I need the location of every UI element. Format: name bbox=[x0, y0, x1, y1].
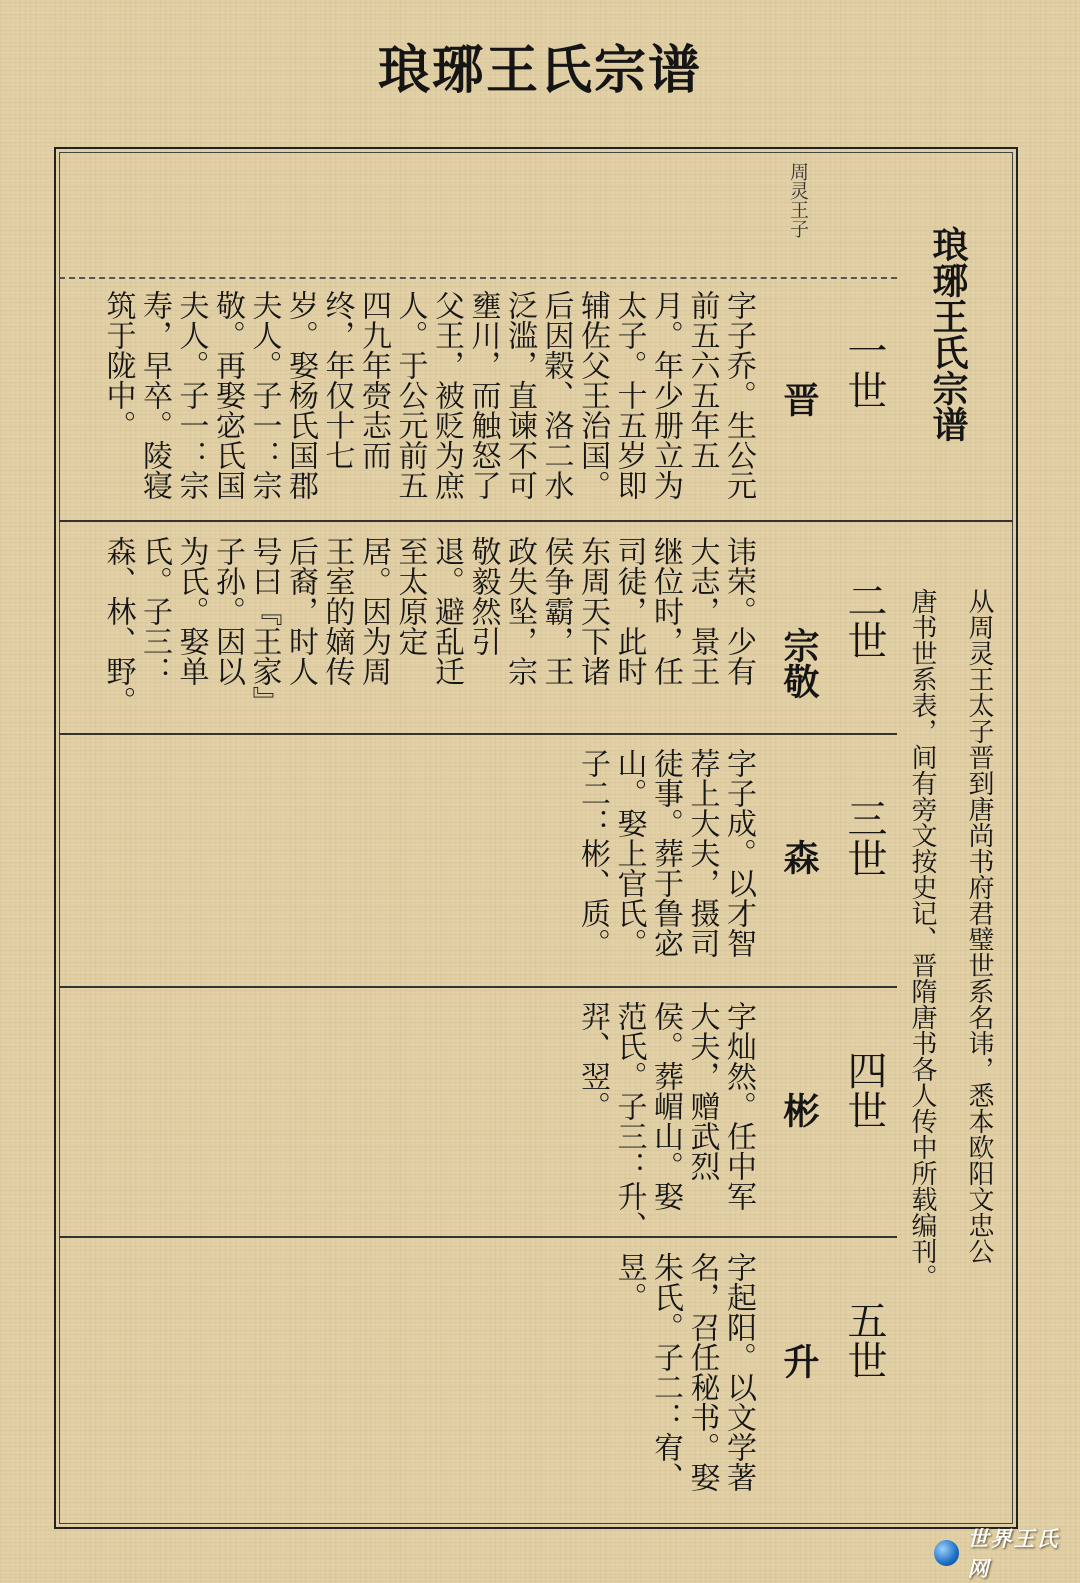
biography-line: 前五六五年五 bbox=[684, 290, 720, 470]
ancestor-name: 彬 bbox=[778, 1092, 820, 1128]
biography-line: 父王，被贬为庶 bbox=[429, 290, 464, 500]
ancestor-name: 升 bbox=[778, 1343, 820, 1379]
biography-line: 大志，景王 bbox=[684, 536, 720, 686]
biography-line: 退。避乱迁 bbox=[429, 536, 464, 686]
origin-label: 周灵王子 bbox=[787, 162, 809, 238]
biography-line: 名，召任秘书。娶 bbox=[684, 1252, 720, 1492]
generation-label: 一世 bbox=[841, 330, 887, 410]
biography-line: 山。娶上官氏。 bbox=[611, 748, 647, 958]
globe-icon bbox=[934, 1540, 959, 1566]
biography-line: 森、林、野。 bbox=[100, 536, 136, 716]
biography-line: 大夫，赠武烈 bbox=[684, 1001, 720, 1181]
generation-label: 五世 bbox=[841, 1300, 887, 1380]
biography-line: 人。于公元前五 bbox=[392, 290, 428, 500]
generation-label: 三世 bbox=[841, 798, 887, 878]
biography-line: 继位时，任 bbox=[648, 536, 683, 686]
biography-line: 范氏。子三：升、 bbox=[611, 1001, 647, 1241]
row-divider-1 bbox=[59, 520, 1013, 522]
biography-line: 后裔，时人 bbox=[283, 536, 318, 686]
site-logo bbox=[934, 1527, 1080, 1581]
biography-line: 筑于陇中。 bbox=[100, 290, 136, 440]
biography-line: 寿，早卒。陵寝 bbox=[137, 290, 172, 500]
biography-line: 敬毅然引 bbox=[465, 536, 501, 656]
biography-line: 后因榖、洛二水 bbox=[538, 290, 574, 500]
row-divider-4 bbox=[59, 1236, 897, 1238]
biography-line: 政失坠，宗 bbox=[502, 536, 537, 686]
biography-line: 夫人。子一：宗 bbox=[173, 290, 209, 500]
biography-line: 至太原定 bbox=[392, 536, 428, 656]
biography-line: 司徒，此时 bbox=[611, 536, 647, 686]
biography-line: 敬。再娶宓氏国 bbox=[210, 290, 245, 500]
side-note-line-2: 唐书世系表，间有旁文按史记、晋隋唐书各人传中所载编刊。 bbox=[907, 588, 937, 1290]
biography-line: 讳荣。少有 bbox=[721, 536, 756, 686]
biography-line: 终，年仅十七 bbox=[319, 290, 355, 470]
biography-line: 泛滥，直谏不可 bbox=[502, 290, 537, 500]
biography-line: 侯争霸，王 bbox=[538, 536, 574, 686]
side-title: 琅琊王氏宗谱 bbox=[927, 226, 969, 442]
biography-line: 号曰『王家』 bbox=[246, 536, 282, 716]
watermark-text: 世界王氏网 bbox=[967, 1527, 1060, 1581]
biography-line: 王室的嫡传 bbox=[319, 536, 355, 686]
biography-line: 月。年少册立为 bbox=[648, 290, 683, 500]
biography-line: 岁。娶杨氏国郡 bbox=[283, 290, 318, 500]
biography-line: 侯。葬嵋山。娶 bbox=[648, 1001, 683, 1211]
biography-line: 羿、翌。 bbox=[575, 1001, 610, 1121]
biography-line: 字子乔。生公元 bbox=[721, 290, 756, 500]
biography-line: 太子。十五岁即 bbox=[611, 290, 647, 500]
generation-label: 四世 bbox=[841, 1050, 887, 1130]
biography-line: 昱。 bbox=[611, 1252, 647, 1312]
generation-label: 二世 bbox=[841, 580, 887, 660]
biography-line: 子孙。因以 bbox=[210, 536, 245, 686]
page-title: 琅琊王氏宗谱 bbox=[377, 41, 702, 101]
header-divider bbox=[59, 277, 897, 279]
ancestor-name: 森 bbox=[778, 839, 820, 875]
biography-line: 居。因为周 bbox=[356, 536, 391, 686]
biography-line: 夫人。子一：宗 bbox=[246, 290, 282, 500]
row-divider-2 bbox=[59, 733, 897, 735]
biography-line: 朱氏。子二：宥、 bbox=[648, 1252, 683, 1492]
biography-line: 氏。子三： bbox=[137, 536, 172, 686]
row-divider-3 bbox=[59, 986, 897, 988]
biography-line: 子二：彬、质。 bbox=[575, 748, 610, 958]
biography-line: 辅佐父王治国。 bbox=[575, 290, 610, 500]
side-note-line-1: 从周灵王太子晋到唐尚书府君璧世系名讳，悉本欧阳文忠公 bbox=[964, 588, 994, 1264]
biography-line: 壅川，而触怒了 bbox=[465, 290, 501, 500]
biography-line: 字灿然。任中军 bbox=[721, 1001, 756, 1211]
biography-line: 四九年赍志而 bbox=[356, 290, 391, 470]
biography-line: 东周天下诸 bbox=[575, 536, 610, 686]
biography-line: 为氏。娶单 bbox=[173, 536, 209, 686]
biography-line: 徒事。葬于鲁宓 bbox=[648, 748, 683, 958]
biography-line: 字起阳。以文学著 bbox=[721, 1252, 756, 1492]
ancestor-name: 宗敬 bbox=[778, 627, 820, 699]
biography-line: 字子成。以才智 bbox=[721, 748, 756, 958]
biography-line: 荐上大夫，摄司 bbox=[684, 748, 720, 958]
ancestor-name: 晋 bbox=[778, 381, 820, 417]
